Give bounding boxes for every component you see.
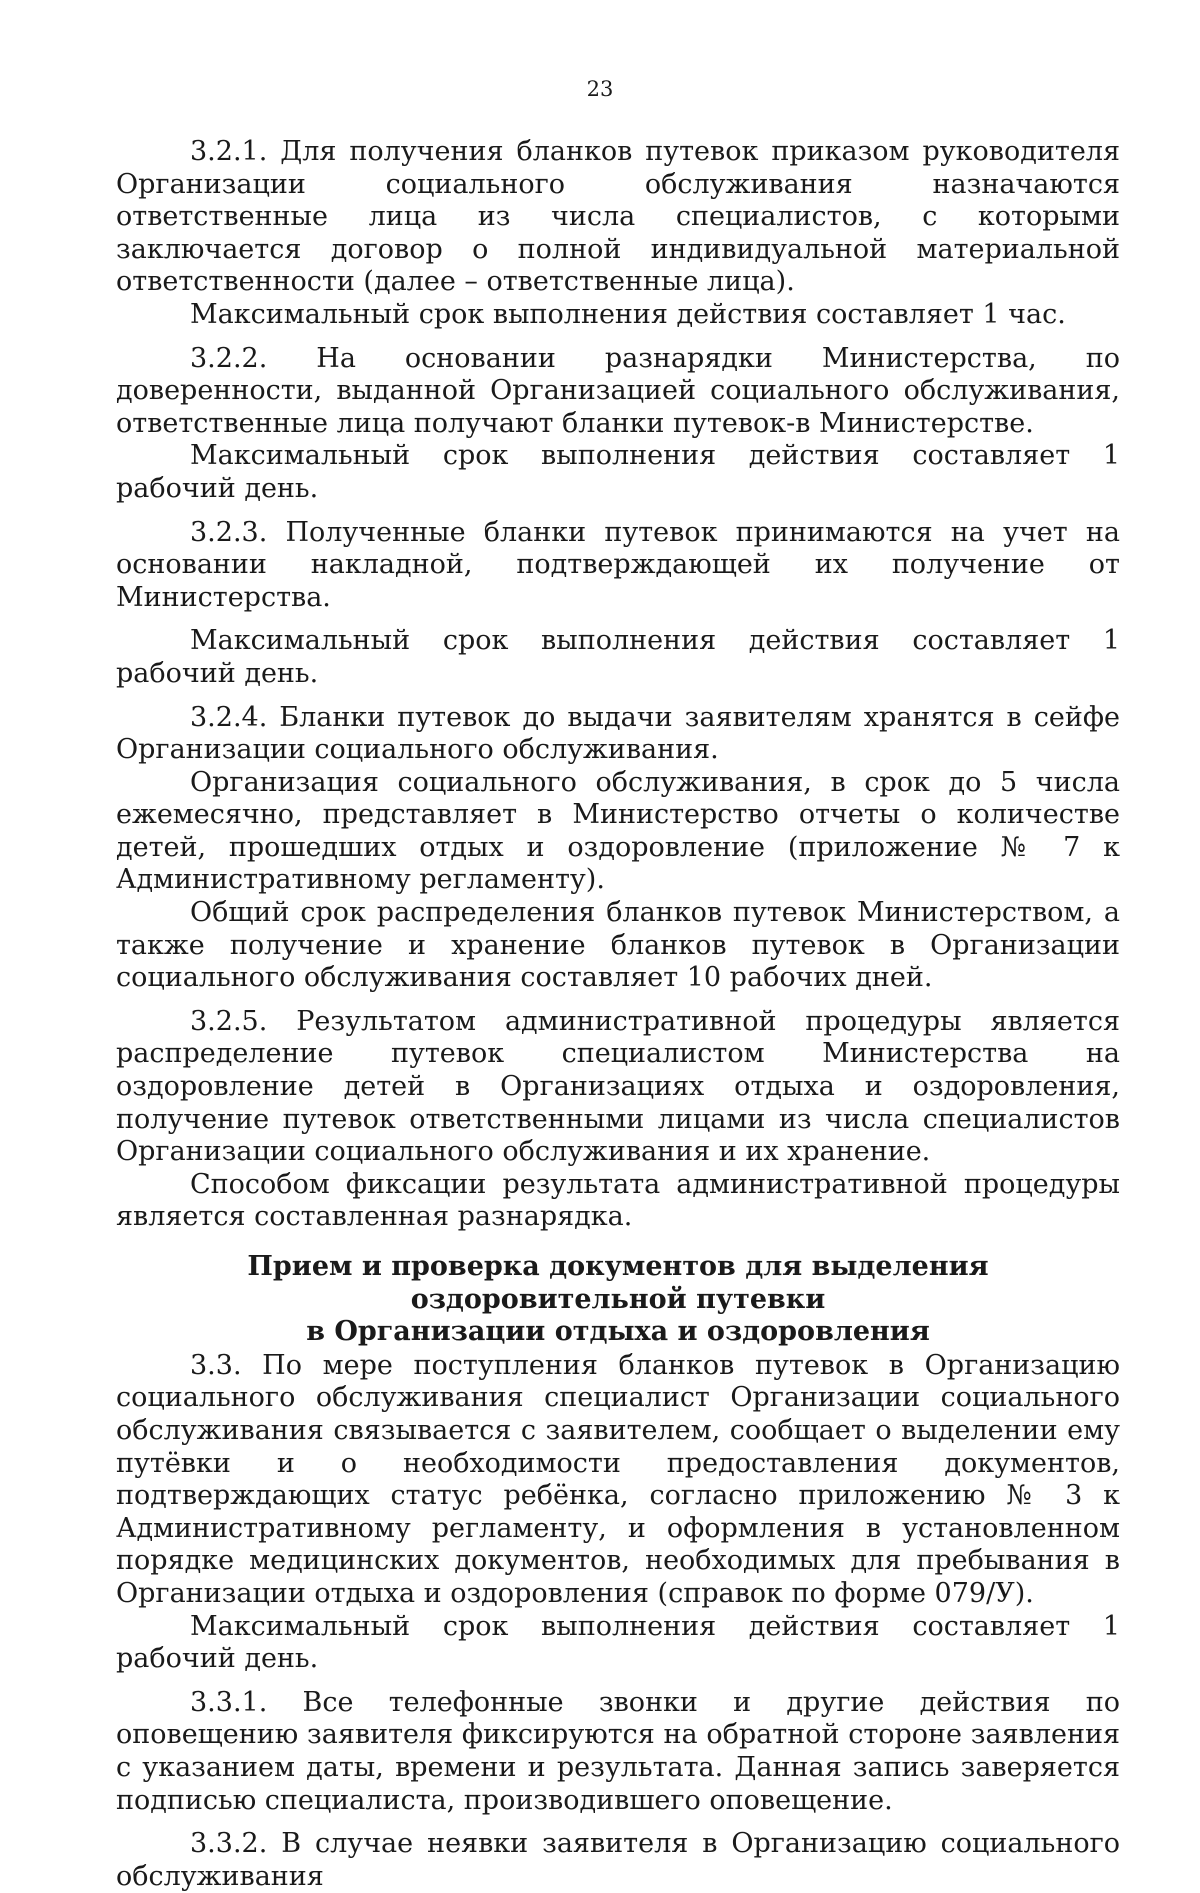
section-heading-line-1: Прием и проверка документов для выделения оздоровительной путевки [247, 1251, 989, 1315]
paragraph-3-2-5: 3.2.5. Результатом административной процедуры является распределение путевок специалистом Министерства на оздоровление детей в Организациях отдыха и оздоровления, получение путевок ответственными лицами из числа специалистов Организации социального обслуживания и их хранение. [116, 1005, 1120, 1168]
paragraph-monthly-report: Организация социального обслуживания, в срок до 5 числа ежемесячно, представляет в Министерство отчеты о количестве детей, прошедших отдых и оздоровление (приложение № 7 к Административному регламенту). [116, 766, 1120, 896]
paragraph-deadline-1-day: Максимальный срок выполнения действия составляет 1 рабочий день. [116, 1610, 1120, 1675]
paragraph-total-term: Общий срок распределения бланков путевок Министерством, а также получение и хранение бланков путевок в Организации социального обслуживания составляет 10 рабочих дней. [116, 897, 1120, 994]
paragraph-3-3-2: 3.3.2. В случае неявки заявителя в Организацию социального обслуживания [116, 1828, 1120, 1892]
paragraph-3-2-3: 3.2.3. Полученные бланки путевок принимаются на учет на основании накладной, подтверждающей их получение от Министерства. [116, 516, 1120, 613]
paragraph-deadline-1-day: Максимальный срок выполнения действия составляет 1 рабочий день. [116, 440, 1120, 504]
document-body [116, 136, 1120, 1893]
section-heading-line-2: в Организации отдыха и оздоровления [306, 1316, 930, 1348]
paragraph-3-2-4: 3.2.4. Бланки путевок до выдачи заявителям хранятся в сейфе Организации социального обслуживания. [116, 701, 1120, 766]
paragraph-3-2-2: 3.2.2. На основании разнарядки Министерства, по доверенности, выданной Организацией социального обслуживания, ответственные лица получают бланки путевок-в Министерстве. [116, 342, 1120, 439]
paragraph-3-3: 3.3. По мере поступления бланков путевок в Организацию социального обслуживания специалист Организации социального обслуживания связывается с заявителем, сообщает о выделении ему путёвки и о необходимости предоставления документов, подтверждающих статус ребёнка, согласно приложению № 3 к Административному регламенту, и оформления в установленном порядке медицинских документов, необходимых для пребывания в Организации отдыха и оздоровления (справок по форме 079/У). [116, 1349, 1120, 1609]
paragraph-deadline-1-day: Максимальный срок выполнения действия составляет 1 рабочий день. [116, 625, 1120, 689]
paragraph-fixation-method: Способом фиксации результата административной процедуры является составленная разнарядка. [116, 1168, 1120, 1233]
section-heading [116, 1251, 1120, 1349]
paragraph-3-2-1: 3.2.1. Для получения бланков путевок приказом руководителя Организации социального обслуживания назначаются ответственные лица из числа специалистов, с которыми заключается договор о полной индивидуальной материальной ответственности (далее – ответственные лица). [116, 136, 1120, 298]
paragraph-deadline-1-hour: Максимальный срок выполнения действия составляет 1 час. [190, 298, 1066, 330]
page-number: 23 [586, 77, 614, 101]
paragraph-3-3-1: 3.3.1. Все телефонные звонки и другие действия по оповещению заявителя фиксируются на обратной стороне заявления с указанием даты, времени и результата. Данная запись заверяется подписью специалиста, производившего оповещение. [116, 1686, 1120, 1816]
